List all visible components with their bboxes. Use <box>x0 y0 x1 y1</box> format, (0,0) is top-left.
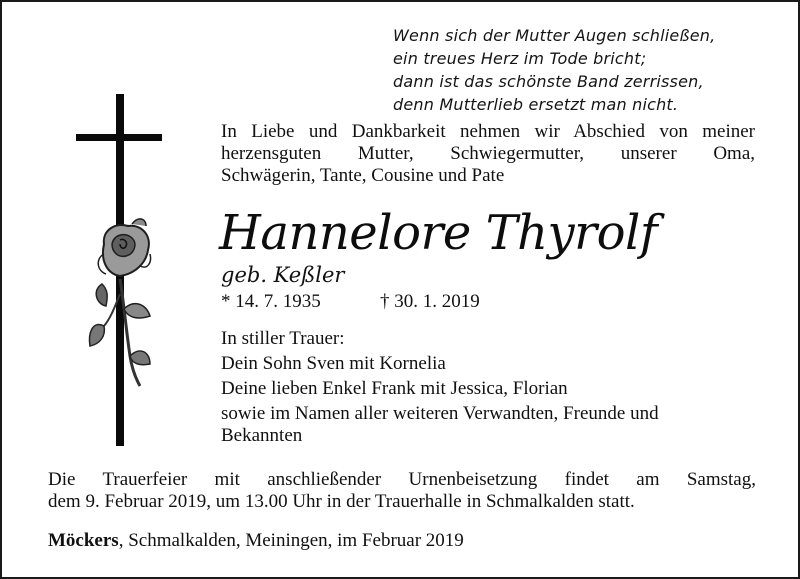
mourner-line: Deine lieben Enkel Frank mit Jessica, Florian <box>221 378 568 399</box>
poem-line: Wenn sich der Mutter Augen schließen, <box>393 26 716 45</box>
mourner-line: Dein Sohn Sven mit Kornelia <box>221 353 446 374</box>
ceremony-line: Die Trauerfeier mit anschließender Urnenbeisetzung findet am Samstag, <box>48 469 756 490</box>
ceremony-line: dem 9. Februar 2019, um 13.00 Uhr in der Trauerhalle in Schmalkalden statt. <box>48 491 635 512</box>
life-dates <box>221 291 480 313</box>
poem-line: ein treues Herz im Tode bricht; <box>393 49 647 68</box>
intro-line: herzensguten Mutter, Schwiegermutter, unserer Oma, <box>221 143 755 164</box>
mourners-heading: In stiller Trauer: <box>221 328 345 349</box>
poem <box>393 24 773 116</box>
birth-date: * 14. 7. 1935 <box>221 291 321 312</box>
mourners <box>221 328 741 450</box>
deceased-name: Hannelore Thyrolf <box>219 205 658 261</box>
maiden-name: geb. Keßler <box>221 263 345 287</box>
intro-text <box>221 121 755 187</box>
ceremony-info <box>48 469 756 513</box>
mourner-line: sowie im Namen aller weiteren Verwandten, Freunde und Bekannten <box>221 403 659 446</box>
intro-line: Schwägerin, Tante, Cousine und Pate <box>221 165 505 186</box>
signature <box>48 530 464 552</box>
poem-line: denn Mutterlieb ersetzt man nicht. <box>393 95 679 114</box>
death-date: † 30. 1. 2019 <box>380 291 480 312</box>
signature-company: Möckers <box>48 530 119 551</box>
poem-line: dann ist das schönste Band zerrissen, <box>393 72 704 91</box>
cross-icon <box>74 94 164 449</box>
signature-rest: , Schmalkalden, Meiningen, im Februar 2019 <box>118 530 464 551</box>
intro-line: In Liebe und Dankbarkeit nehmen wir Abschied von meiner <box>221 121 755 142</box>
